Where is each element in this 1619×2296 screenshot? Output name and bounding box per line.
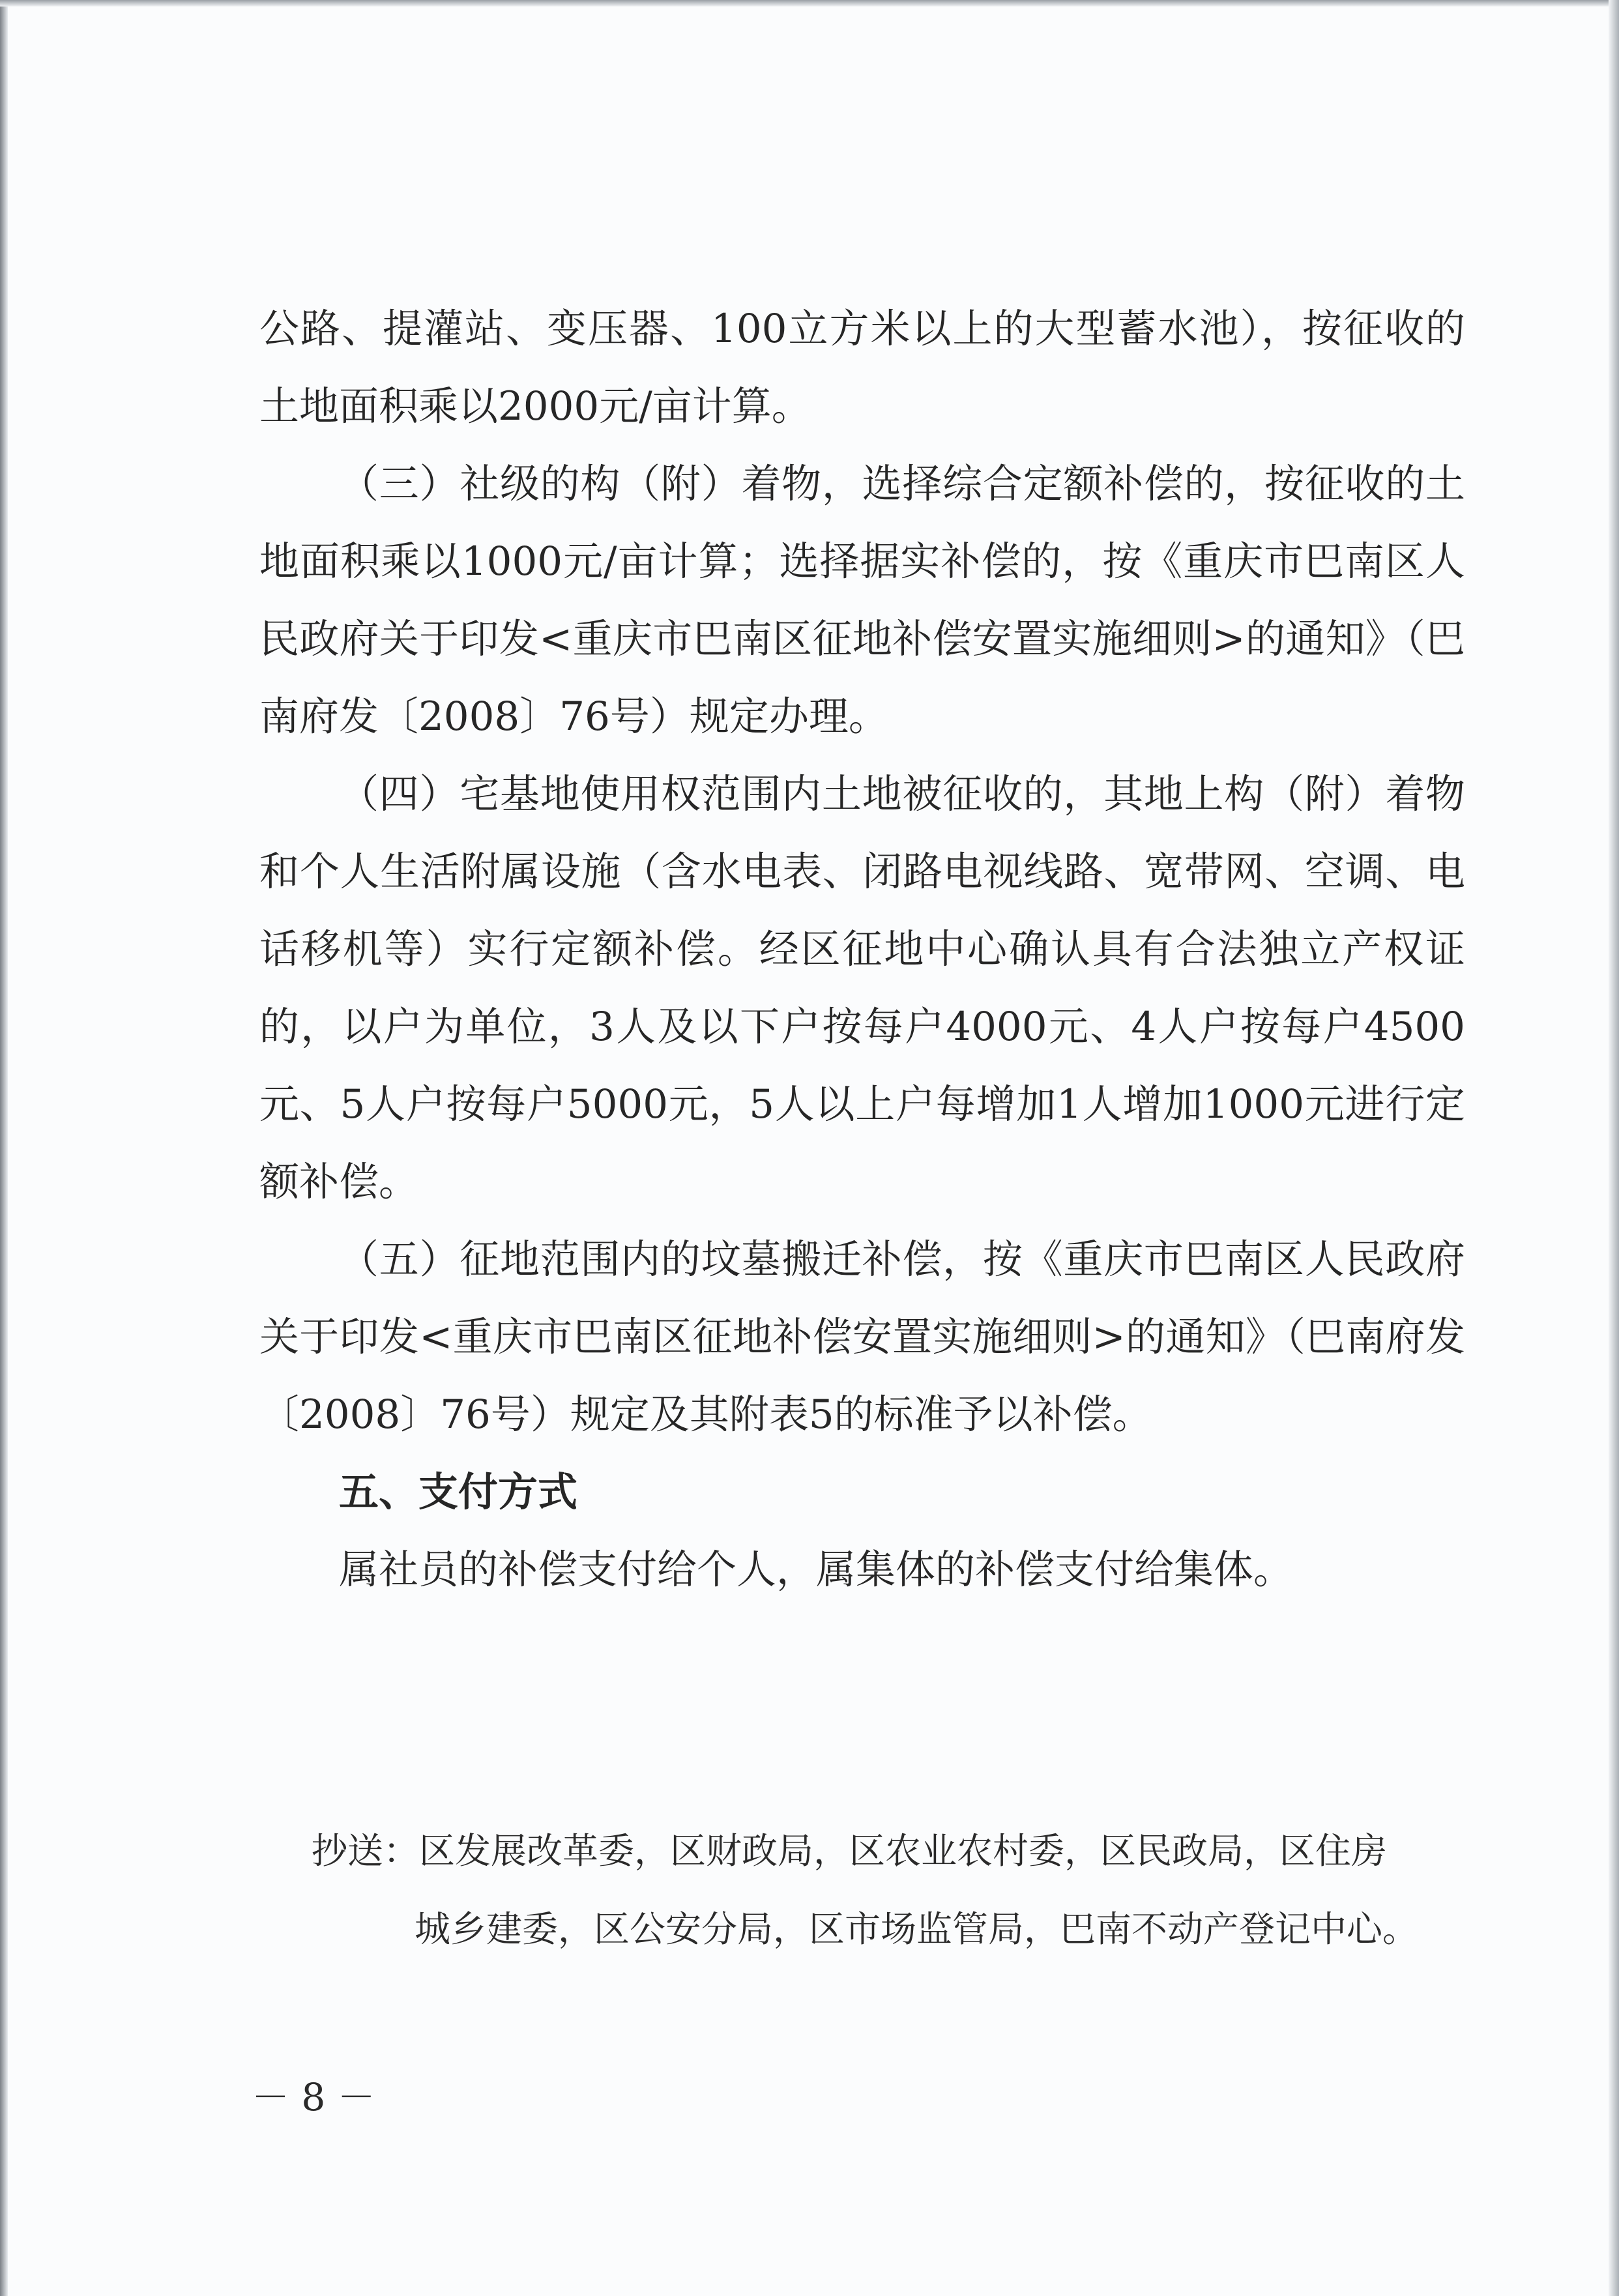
paragraph-continuation: 公路、提灌站、变压器、100立方米以上的大型蓄水池），按征收的土地面积乘以2000元/亩计算。 — [259, 306, 1465, 429]
section-heading-payment: 五、支付方式 — [339, 1469, 578, 1515]
payment-paragraph: 属社员的补偿支付给个人，属集体的补偿支付给集体。 — [339, 1547, 1294, 1593]
paragraph-item-four: （四）宅基地使用权范围内土地被征收的，其地上构（附）着物和个人生活附属设施（含水电表、闭路电视线路、宽带网、空调、电话移机等）实行定额补偿。经区征地中心确认具有合法独立产权证的，以户为单位，3人及以下户按每户4000元、4人户按每户4500元、5人户按每户5000元，5人以上户每增加1人增加1000元进行定额补偿。 — [259, 771, 1465, 1205]
cc-line-1: 抄送：区发展改革委，区财政局，区农业农村委，区民政局，区住房 — [312, 1830, 1388, 1872]
paragraph-item-three: （三）社级的构（附）着物，选择综合定额补偿的，按征收的土地面积乘以1000元/亩计算；选择据实补偿的，按《重庆市巴南区人民政府关于印发<重庆市巴南区征地补偿安置实施细则>的通知》（巴南府发〔2008〕76号）规定办理。 — [259, 461, 1465, 740]
scan-edge-top — [0, 0, 1619, 7]
scan-edge-left — [0, 0, 8, 2296]
paragraph-item-five: （五）征地范围内的坟墓搬迁补偿，按《重庆市巴南区人民政府关于印发<重庆市巴南区征地补偿安置实施细则>的通知》（巴南府发〔2008〕76号）规定及其附表5的标准予以补偿。 — [259, 1236, 1465, 1438]
page-number: － 8 － — [252, 2075, 375, 2119]
body-text — [259, 290, 1465, 1608]
scan-edge-right — [1609, 0, 1619, 2296]
cc-block — [312, 1812, 1465, 1968]
cc-line-2: 城乡建委，区公安分局，区市场监管局，巴南不动产登记中心。 — [415, 1908, 1419, 1950]
